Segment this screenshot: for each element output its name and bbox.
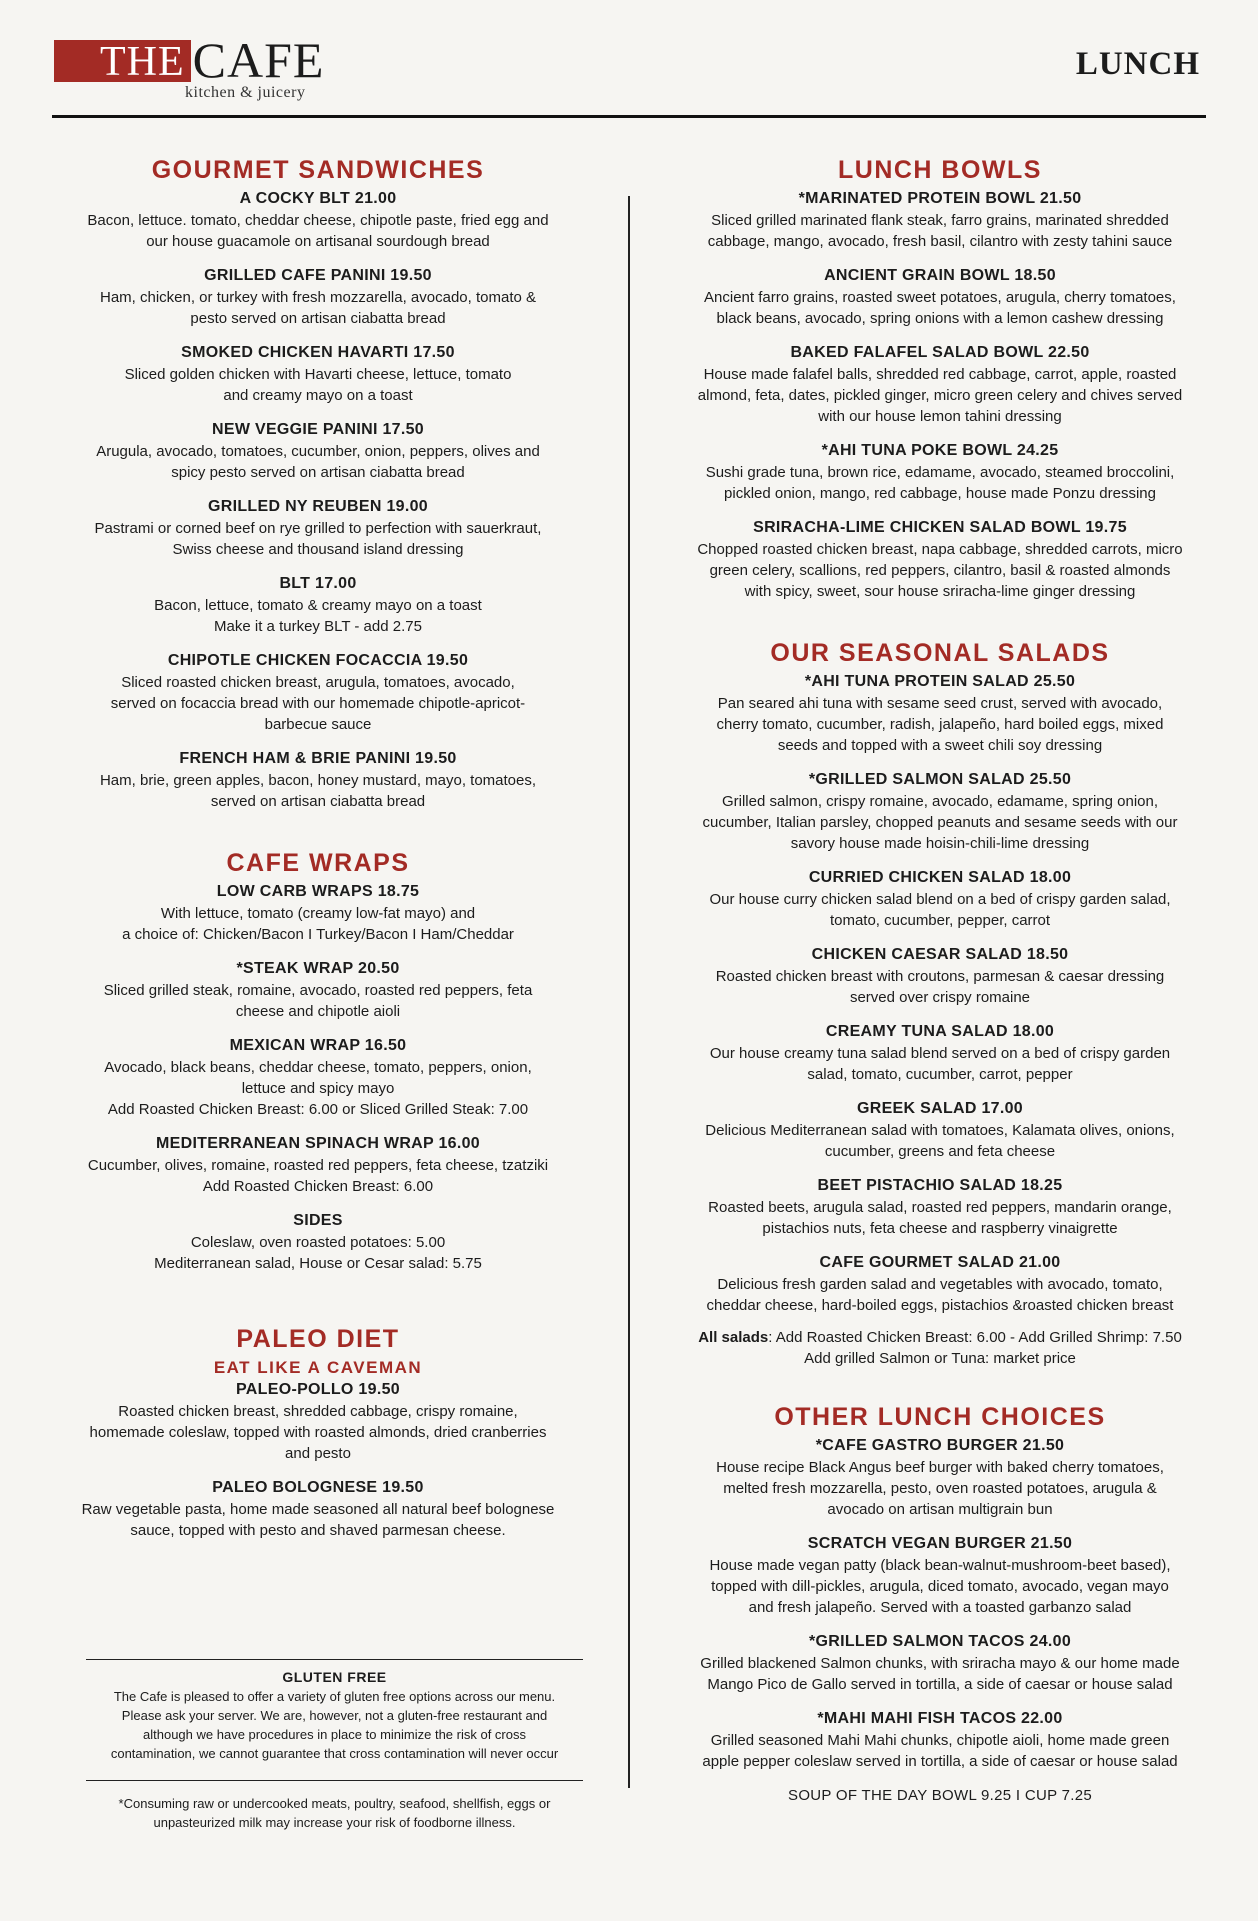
menu-section-cafe-wraps	[50, 845, 586, 1274]
menu-item-name: GRILLED NY REUBEN 19.00	[208, 498, 428, 515]
salad-add-ons-note	[665, 1327, 1215, 1369]
menu-item-desc: seeds and topped with a sweet chili soy dressing	[777, 737, 1103, 754]
menu-item	[665, 188, 1215, 252]
menu-item	[50, 265, 586, 329]
menu-item-name: CHICKEN CAESAR SALAD 18.50	[811, 946, 1069, 963]
menu-item	[665, 1533, 1215, 1618]
menu-item-desc: Sushi grade tuna, brown rice, edamame, avocado, steamed broccolini,	[705, 464, 1175, 481]
menu-item-desc: cheddar cheese, hard-boiled eggs, pistachios &roasted chicken breast	[706, 1297, 1174, 1314]
menu-item	[665, 1021, 1215, 1085]
menu-item-name: *AHI TUNA PROTEIN SALAD 25.50	[804, 673, 1076, 690]
menu-item-desc: Sliced roasted chicken breast, arugula, tomatoes, avocado,	[121, 674, 515, 691]
gluten-free-line: contamination, we cannot guarantee that cross contamination will never occur	[110, 1746, 559, 1761]
salad-add-ons-line	[665, 1327, 1215, 1348]
menu-item-name: *MARINATED PROTEIN BOWL 21.50	[798, 190, 1082, 207]
menu-section-other-lunch-choices	[665, 1399, 1215, 1772]
menu-item-desc: cucumber, greens and feta cheese	[824, 1143, 1056, 1160]
menu-item-name: BLT 17.00	[279, 575, 357, 592]
menu-item-desc: Add Roasted Chicken Breast: 6.00	[202, 1178, 434, 1195]
section-title: CAFE WRAPS	[226, 849, 410, 877]
soup-of-the-day: SOUP OF THE DAY BOWL 9.25 I CUP 7.25	[788, 1787, 1092, 1804]
menu-item-desc: black beans, avocado, spring onions with a lemon cashew dressing	[716, 310, 1164, 327]
menu-item-desc: Mango Pico de Gallo served in tortilla, a side of caesar or house salad	[707, 1676, 1173, 1693]
menu-item-desc: Raw vegetable pasta, home made seasoned all natural beef bolognese	[81, 1501, 555, 1518]
menu-item-desc: avocado on artisan multigrain bun	[827, 1501, 1053, 1518]
menu-item-name: *CAFE GASTRO BURGER 21.50	[815, 1437, 1065, 1454]
menu-item-desc: topped with dill-pickles, arugula, diced tomato, avocado, vegan mayo	[711, 1578, 1169, 1595]
menu-item-desc: Bacon, lettuce, tomato & creamy mayo on a toast	[154, 597, 482, 614]
menu-item-desc: Ancient farro grains, roasted sweet potatoes, arugula, cherry tomatoes,	[704, 289, 1176, 306]
logo-the: THE	[54, 40, 191, 82]
menu-item	[665, 1175, 1215, 1239]
menu-item-desc: Ham, chicken, or turkey with fresh mozzarella, avocado, tomato &	[99, 289, 536, 306]
menu-item-name: SIDES	[293, 1212, 343, 1229]
menu-item-name: BEET PISTACHIO SALAD 18.25	[817, 1177, 1063, 1194]
menu-item	[50, 1477, 586, 1541]
menu-item-desc: Pastrami or corned beef on rye grilled to perfection with sauerkraut,	[94, 520, 542, 537]
section-title: OUR SEASONAL SALADS	[770, 639, 1110, 667]
menu-item-desc: Delicious Mediterranean salad with tomatoes, Kalamata olives, onions,	[705, 1122, 1175, 1139]
menu-item-desc: barbecue sauce	[264, 716, 372, 733]
menu-item	[50, 1035, 586, 1120]
menu-item-name: CHIPOTLE CHICKEN FOCACCIA 19.50	[167, 652, 469, 669]
menu-item-desc: and pesto	[285, 1445, 351, 1462]
menu-item	[665, 944, 1215, 1008]
menu-item-desc: Cucumber, olives, romaine, roasted red peppers, feta cheese, tzatziki	[87, 1157, 549, 1174]
menu-item-name: SMOKED CHICKEN HAVARTI 17.50	[181, 344, 455, 361]
menu-item	[50, 1379, 586, 1464]
logo-tagline: kitchen & juicery	[185, 84, 306, 101]
menu-item	[50, 496, 586, 560]
menu-item-desc: pesto served on artisan ciabatta bread	[190, 310, 446, 327]
menu-item-desc: Ham, brie, green apples, bacon, honey mustard, mayo, tomatoes,	[99, 772, 537, 789]
menu-item-desc: spicy pesto served on artisan ciabatta bread	[171, 464, 465, 481]
menu-item	[50, 1210, 586, 1274]
menu-item-name: SRIRACHA-LIME CHICKEN SALAD BOWL 19.75	[753, 519, 1127, 536]
menu-item-desc: tomato, cucumber, pepper, carrot	[829, 912, 1051, 929]
menu-item-desc: salad, tomato, cucumber, carrot, pepper	[807, 1066, 1073, 1083]
menu-section-paleo-diet	[50, 1321, 586, 1541]
menu-item-name: A COCKY BLT 21.00	[239, 190, 397, 207]
menu-item-name: *GRILLED SALMON TACOS 24.00	[808, 1633, 1072, 1650]
menu-item-desc: House made falafel balls, shredded red cabbage, carrot, apple, roasted	[703, 366, 1177, 383]
menu-item	[665, 342, 1215, 427]
gluten-free-bottom-rule	[86, 1780, 583, 1781]
cafe-logo	[54, 32, 325, 101]
menu-item-desc: House recipe Black Angus beef burger with baked cherry tomatoes,	[716, 1459, 1164, 1476]
salad-add-ons-text: : Add Roasted Chicken Breast: 6.00 - Add Grilled Shrimp: 7.50	[768, 1329, 1182, 1346]
menu-section-gourmet-sandwiches	[50, 152, 586, 812]
menu-section-lunch-bowls	[665, 152, 1215, 602]
menu-item	[665, 440, 1215, 504]
menu-item	[665, 1252, 1215, 1316]
menu-item-name: ANCIENT GRAIN BOWL 18.50	[824, 267, 1056, 284]
menu-item-desc: and creamy mayo on a toast	[223, 387, 413, 404]
menu-item-name: *MAHI MAHI FISH TACOS 22.00	[817, 1710, 1063, 1727]
menu-item-name: MEXICAN WRAP 16.50	[229, 1037, 407, 1054]
menu-item	[665, 769, 1215, 854]
raw-warning-line: unpasteurized milk may increase your risk of foodborne illness.	[153, 1815, 516, 1830]
gluten-free-line: although we have procedures in place to minimize the risk of cross	[143, 1727, 526, 1742]
header-divider	[52, 115, 1206, 118]
menu-item-desc: Grilled salmon, crispy romaine, avocado, edamame, spring onion,	[721, 793, 1159, 810]
menu-item-name: GRILLED CAFE PANINI 19.50	[204, 267, 432, 284]
menu-item-desc: With lettuce, tomato (creamy low-fat mayo) and	[160, 905, 476, 922]
gluten-free-line: The Cafe is pleased to offer a variety of gluten free options across our menu.	[113, 1689, 556, 1704]
menu-item-desc: cheese and chipotle aioli	[235, 1003, 401, 1020]
section-title: OTHER LUNCH CHOICES	[774, 1403, 1106, 1431]
menu-item-desc: Arugula, avocado, tomatoes, cucumber, onion, peppers, olives and	[96, 443, 540, 460]
menu-item-desc: Avocado, black beans, cheddar cheese, tomato, peppers, onion,	[104, 1059, 532, 1076]
menu-item-desc: sauce, topped with pesto and shaved parmesan cheese.	[130, 1522, 506, 1539]
section-spacer	[665, 1369, 1215, 1399]
menu-item-desc: our house guacamole on artisanal sourdough bread	[146, 233, 490, 250]
menu-item	[665, 1631, 1215, 1695]
menu-item-name: GREEK SALAD 17.00	[856, 1100, 1024, 1117]
menu-item-name: CAFE GOURMET SALAD 21.00	[819, 1254, 1061, 1271]
raw-warning-line: *Consuming raw or undercooked meats, poultry, seafood, shellfish, eggs or	[118, 1796, 551, 1811]
section-spacer	[665, 615, 1215, 635]
menu-item-desc: Roasted beets, arugula salad, roasted red peppers, mandarin orange,	[708, 1199, 1172, 1216]
menu-item-desc: Delicious fresh garden salad and vegetables with avocado, tomato,	[717, 1276, 1163, 1293]
menu-item-name: LOW CARB WRAPS 18.75	[216, 883, 420, 900]
salad-add-ons-label: All salads	[698, 1329, 769, 1346]
menu-item	[665, 517, 1215, 602]
section-title: PALEO DIET	[236, 1325, 400, 1353]
gluten-free-top-rule	[86, 1659, 583, 1660]
menu-item	[50, 342, 586, 406]
menu-item-desc: Make it a turkey BLT - add 2.75	[214, 618, 422, 635]
menu-item-desc: lettuce and spicy mayo	[241, 1080, 395, 1097]
menu-item-name: *STEAK WRAP 20.50	[236, 960, 400, 977]
menu-item-name: SCRATCH VEGAN BURGER 21.50	[807, 1535, 1073, 1552]
menu-item-desc: served over crispy romaine	[849, 989, 1031, 1006]
menu-header	[0, 0, 1258, 120]
column-divider	[628, 196, 630, 1788]
menu-item-desc: Our house curry chicken salad blend on a bed of crispy garden salad,	[709, 891, 1171, 908]
gluten-free-line: Please ask your server. We are, however, not a gluten-free restaurant and	[121, 1708, 548, 1723]
menu-item-desc: melted fresh mozzarella, pesto, oven roasted potatoes, arugula &	[723, 1480, 1157, 1497]
menu-item-desc: Roasted chicken breast with croutons, parmesan & caesar dressing	[715, 968, 1165, 985]
menu-item	[50, 188, 586, 252]
menu-item-name: NEW VEGGIE PANINI 17.50	[212, 421, 424, 438]
menu-item-desc: Mediterranean salad, House or Cesar salad: 5.75	[154, 1255, 482, 1272]
menu-item-desc: cabbage, mango, avocado, fresh basil, cilantro with zesty tahini sauce	[707, 233, 1173, 250]
right-column	[665, 152, 1215, 1807]
menu-item	[50, 881, 586, 945]
menu-item	[50, 958, 586, 1022]
menu-item	[665, 265, 1215, 329]
menu-item-desc: with spicy, sweet, sour house sriracha-lime ginger dressing	[744, 583, 1136, 600]
menu-item-desc: Sliced golden chicken with Havarti cheese, lettuce, tomato	[124, 366, 512, 383]
menu-item-desc: cherry tomato, cucumber, radish, jalapeño, hard boiled eggs, mixed	[716, 716, 1164, 733]
section-spacer	[50, 1287, 586, 1321]
menu-item-desc: Grilled seasoned Mahi Mahi chunks, chipotle aioli, home made green	[710, 1732, 1170, 1749]
gluten-free-title: GLUTEN FREE	[282, 1669, 387, 1685]
raw-food-warning	[86, 1794, 583, 1832]
left-column	[50, 152, 586, 1554]
menu-item	[665, 671, 1215, 756]
menu-section-our-seasonal-salads	[665, 635, 1215, 1369]
menu-item-name: CREAMY TUNA SALAD 18.00	[825, 1023, 1055, 1040]
page-title: LUNCH	[1075, 46, 1200, 82]
menu-item-desc: savory house made hoisin-chili-lime dressing	[790, 835, 1090, 852]
gluten-free-text	[86, 1687, 583, 1763]
menu-item-desc: pistachios nuts, feta cheese and raspberry vinaigrette	[762, 1220, 1118, 1237]
menu-item	[665, 1435, 1215, 1520]
menu-item	[665, 867, 1215, 931]
menu-item-desc: a choice of: Chicken/Bacon I Turkey/Bacon I Ham/Cheddar	[122, 926, 514, 943]
menu-item	[50, 419, 586, 483]
menu-item-desc: Coleslaw, oven roasted potatoes: 5.00	[190, 1234, 446, 1251]
menu-item-name: *AHI TUNA POKE BOWL 24.25	[821, 442, 1059, 459]
menu-item-desc: Sliced grilled marinated flank steak, farro grains, marinated shredded	[711, 212, 1169, 229]
menu-item-desc: cucumber, Italian parsley, chopped peanuts and sesame seeds with our	[702, 814, 1178, 831]
menu-item	[50, 1133, 586, 1197]
menu-item	[665, 1098, 1215, 1162]
menu-item-desc: Pan seared ahi tuna with sesame seed crust, served with avocado,	[717, 695, 1163, 712]
menu-item-desc: Add Roasted Chicken Breast: 6.00 or Sliced Grilled Steak: 7.00	[107, 1101, 529, 1118]
menu-item-desc: green celery, scallions, red peppers, cilantro, basil & roasted almonds	[709, 562, 1171, 579]
menu-item	[50, 573, 586, 637]
menu-item-desc: Roasted chicken breast, shredded cabbage, crispy romaine,	[118, 1403, 518, 1420]
menu-item-desc: Sliced grilled steak, romaine, avocado, roasted red peppers, feta	[103, 982, 533, 999]
menu-item-name: PALEO-POLLO 19.50	[236, 1381, 400, 1398]
menu-item-desc: Chopped roasted chicken breast, napa cabbage, shredded carrots, micro	[697, 541, 1183, 558]
menu-item	[50, 748, 586, 812]
menu-item-desc: Swiss cheese and thousand island dressing	[172, 541, 464, 558]
menu-item-desc: Our house creamy tuna salad blend served on a bed of crispy garden	[709, 1045, 1171, 1062]
gluten-free-notice	[86, 1667, 583, 1763]
menu-item-desc: served on focaccia bread with our homemade chipotle-apricot-	[110, 695, 526, 712]
menu-item-desc: House made vegan patty (black bean-walnut-mushroom-beet based),	[709, 1557, 1171, 1574]
salad-add-ons-line-2: Add grilled Salmon or Tuna: market price	[804, 1350, 1076, 1367]
menu-item-desc: pickled onion, mango, red cabbage, house made Ponzu dressing	[724, 485, 1156, 502]
menu-item-name: PALEO BOLOGNESE 19.50	[212, 1479, 424, 1496]
menu-item-desc: with our house lemon tahini dressing	[818, 408, 1062, 425]
menu-item-desc: homemade coleslaw, topped with roasted almonds, dried cranberries	[89, 1424, 547, 1441]
menu-item-name: CURRIED CHICKEN SALAD 18.00	[808, 869, 1072, 886]
menu-item-name: MEDITERRANEAN SPINACH WRAP 16.00	[155, 1135, 481, 1152]
section-spacer	[50, 825, 586, 845]
section-title: GOURMET SANDWICHES	[151, 156, 485, 184]
section-subtitle: EAT LIKE A CAVEMAN	[213, 1358, 423, 1377]
menu-item-name: BAKED FALAFEL SALAD BOWL 22.50	[790, 344, 1090, 361]
menu-item-desc: served on artisan ciabatta bread	[210, 793, 426, 810]
menu-item-desc: Grilled blackened Salmon chunks, with sriracha mayo & our home made	[700, 1655, 1180, 1672]
section-title: LUNCH BOWLS	[838, 156, 1042, 184]
menu-item	[50, 650, 586, 735]
menu-item	[665, 1708, 1215, 1772]
menu-item-desc: Bacon, lettuce. tomato, cheddar cheese, chipotle paste, fried egg and	[87, 212, 549, 229]
menu-item-name: *GRILLED SALMON SALAD 25.50	[808, 771, 1072, 788]
logo-cafe: CAFE	[192, 32, 325, 88]
menu-item-desc: and fresh jalapeño. Served with a toasted garbanzo salad	[748, 1599, 1132, 1616]
menu-item-desc: almond, feta, dates, pickled ginger, micro green celery and chives served	[697, 387, 1183, 404]
menu-item-name: FRENCH HAM & BRIE PANINI 19.50	[179, 750, 457, 767]
menu-item-desc: apple pepper coleslaw served in tortilla, a side of caesar or house salad	[702, 1753, 1178, 1770]
